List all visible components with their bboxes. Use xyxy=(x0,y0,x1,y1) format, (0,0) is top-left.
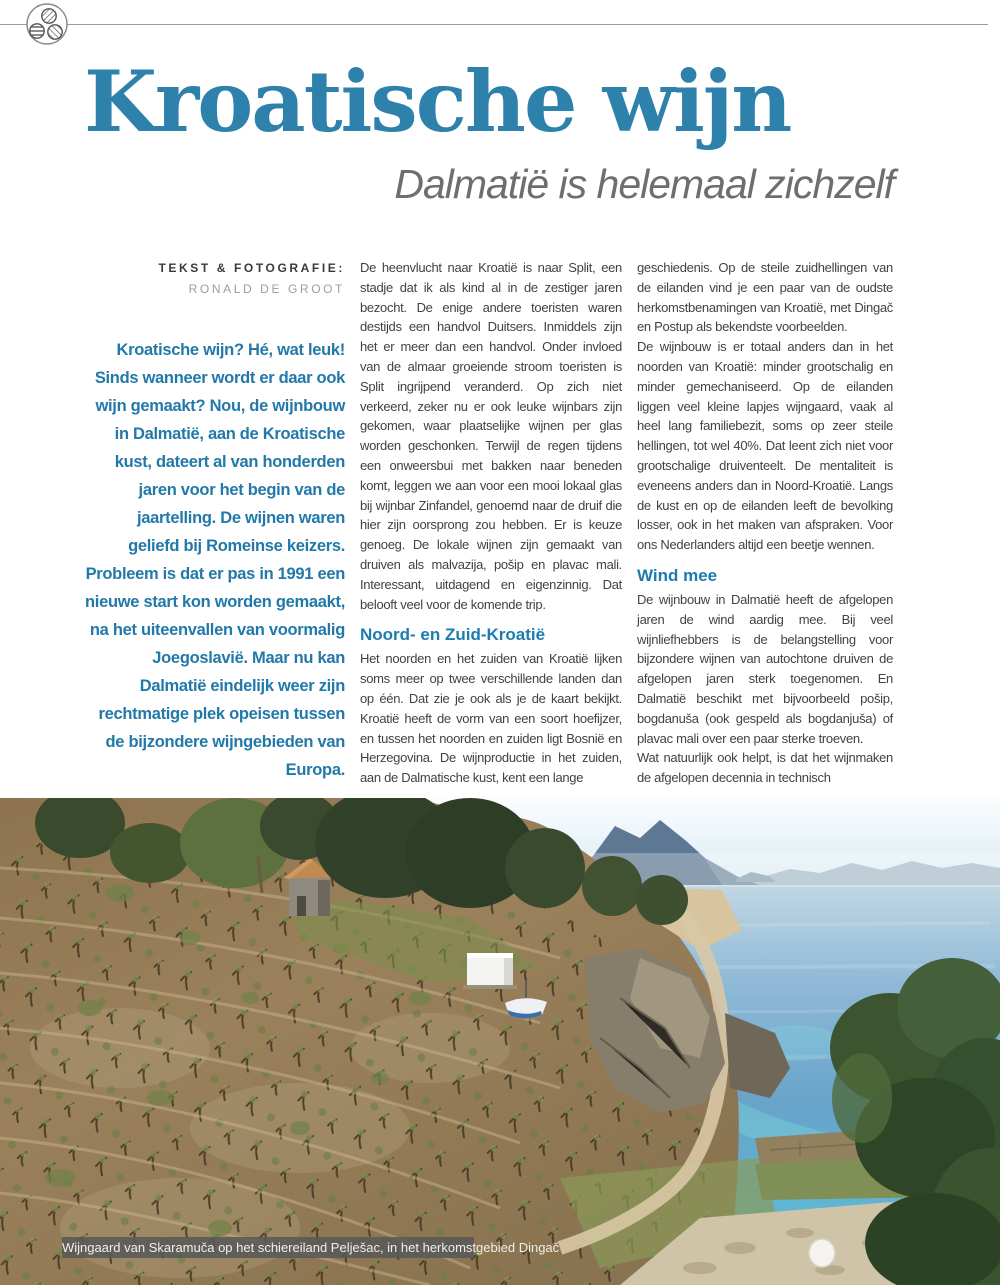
intro-column xyxy=(85,258,345,784)
section-heading-north-south: Noord- en Zuid-Kroatië xyxy=(360,625,546,645)
boat-shed xyxy=(463,953,517,989)
body-paragraph-5: De wijnbouw in Dalmatië heeft de afgelopen jaren de wind aardig mee. Bij veel wijnliefhebbers is de belangstelling voor bijzondere wijnen van autochtone druiven de afgelopen jaren sterk toegenomen. En Dalmatië beschikt met bijvoorbeeld pošip, bogdanuša (ook gespeld als bogdanjuša) of plavac mali over een paar sterke troeven. xyxy=(637,591,893,746)
body-paragraph-6: Wat natuurlijk ook helpt, is dat het wijnmaken de afgelopen decennia in technisch xyxy=(637,750,893,786)
byline-author: RONALD DE GROOT xyxy=(188,282,345,296)
top-rule xyxy=(0,24,988,25)
article-title: Kroatische wijn xyxy=(84,52,791,151)
vineyard-photo-illustration xyxy=(0,798,1000,1285)
article-subtitle: Dalmatië is helemaal zichzelf xyxy=(394,161,894,207)
byline xyxy=(85,258,345,300)
body-column-1 xyxy=(360,258,622,788)
white-buoy xyxy=(809,1239,835,1267)
body-paragraph-4: De wijnbouw is er totaal anders dan in het noorden van Kroatië: minder grootschalig en minder gemechaniseerd. Op de eilanden liggen veel kleine lapjes wijngaard, vaak al heel lang familiebezit, soms op zeer steile hellingen, tot wel 40%. Dat leent zich niet voor grootschalige druiventeelt. De mentaliteit is eveneens anders dan in Noord-Kroatië. Langs de kust en op de eilanden leeft de bevolking losser, ook in het maken van afspraken. Voor ons Nederlanders altijd een beetje wennen. xyxy=(637,339,893,553)
vineyard-photo xyxy=(0,798,1000,1285)
body-paragraph-3: geschiedenis. Op de steile zuidhellingen van de eilanden vind je een paar van de oudste herkomstbenamingen van Kroatië, met Dingač en Postup als bekendste voorbeelden. xyxy=(637,260,893,335)
byline-label: TEKST & FOTOGRAFIE: xyxy=(158,261,345,275)
body-column-2 xyxy=(637,258,893,788)
section-heading-wind-mee: Wind mee xyxy=(637,565,718,585)
body-paragraph-1: De heenvlucht naar Kroatië is naar Split, een stadje dat ik als kind al in de zestiger jaren bezocht. De enige andere toeristen waren destijds een handvol Duitsers. Inmiddels zijn het er meer dan een handvol. Onder invloed van de almaar groeiende stroom toeristen is Split ingrijpend veranderd. Op zich niet verkeerd, zeker nu er ook leuke wijnbars zijn gekomen, waar plaatselijke wijnen per glas worden geschonken. Terwijl de regen tijdens een onweersbui met bakken naar beneden komt, leggen we aan voor een mooi lokaal glas bij wijnbar Zinfandel, genoemd naar de druif die hier zijn oorsprong zou hebben. Er is keuze genoeg. De lokale wijnen zijn gemaakt van druiven als malvazija, pošip en plavac mali. Interessant, uitdagend en eigenzinnig. Dat belooft veel voor de komende trip. xyxy=(360,260,622,612)
grapes-logo-icon xyxy=(22,2,74,50)
body-paragraph-2: Het noorden en het zuiden van Kroatië lijken soms meer op twee verschillende landen dan op één. Dat zie je ook als je de kaart bekijkt. Kroatië heeft de vorm van een soort hoefijzer, en tussen het noorden en zuiden ligt Bosnië en Herzegovina. De wijnproductie in het zuiden, aan de Dalmatische kust, kent een lange xyxy=(360,651,622,786)
photo-caption: Wijngaard van Skaramuča op het schiereiland Pelješac, in het herkomstgebied Dingač xyxy=(62,1237,474,1258)
intro-paragraph: Kroatische wijn? Hé, wat leuk! Sinds wanneer wordt er daar ook wijn gemaakt? Nou, de wijnbouw in Dalmatië, aan de Kroatische kust, dateert al van honderden jaren voor het begin van de jaartelling. De wijnen waren geliefd bij Romeinse keizers. Probleem is dat er pas in 1991 een nieuwe start kon worden gemaakt, na het uiteenvallen van voormalig Joegoslavië. Maar nu kan Dalmatië eindelijk weer zijn rechtmatige plek opeisen tussen de bijzondere wijngebieden van Europa. xyxy=(85,341,345,779)
